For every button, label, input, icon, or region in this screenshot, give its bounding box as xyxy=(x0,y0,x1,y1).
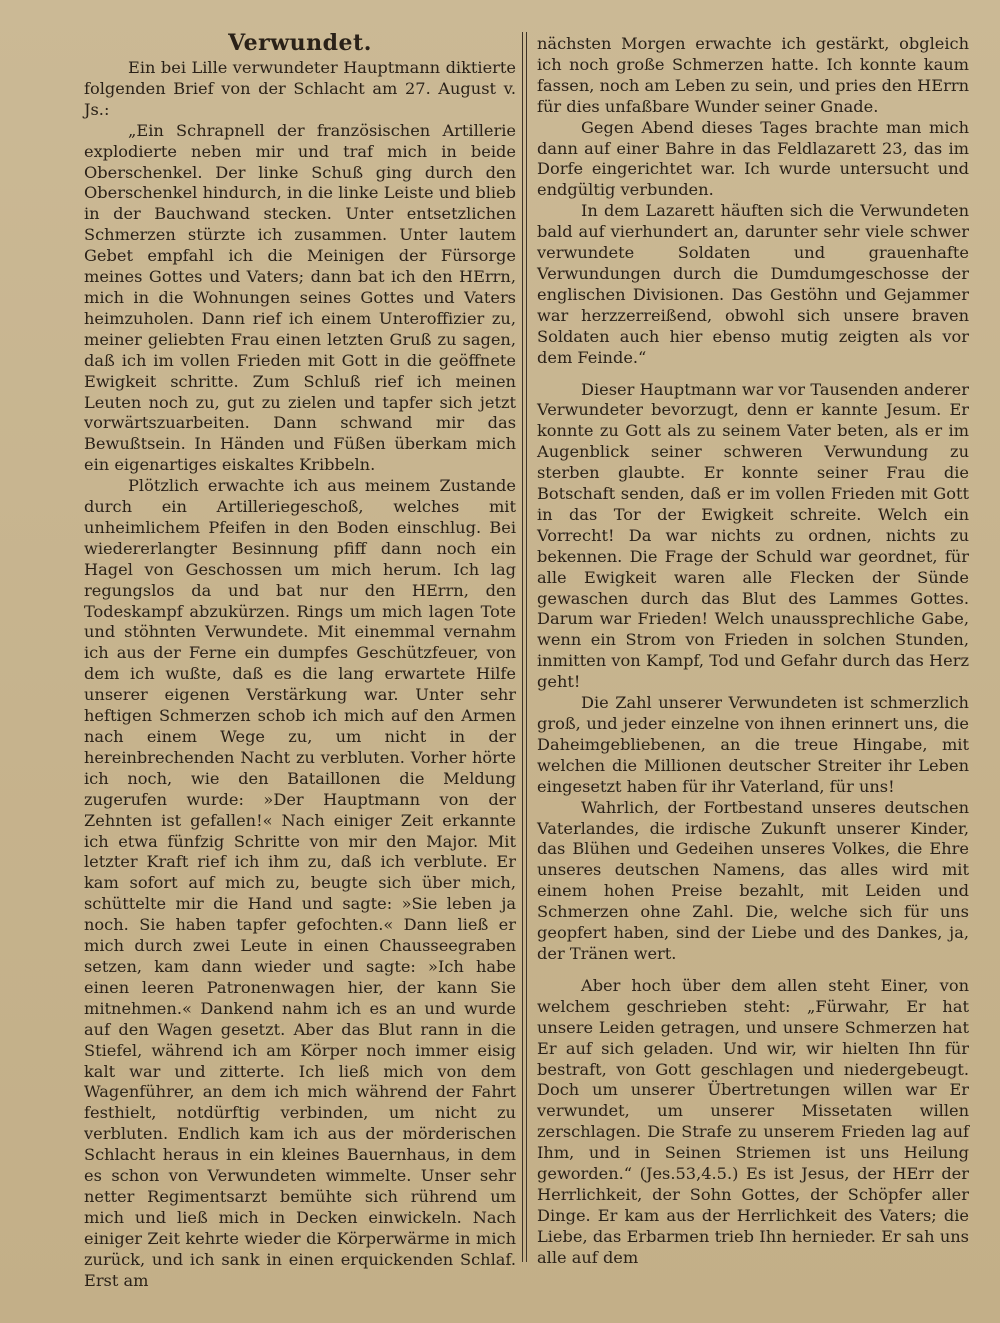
commentary-paragraph-2: Die Zahl unserer Verwundeten ist schmerzlich groß, und jeder einzelne von ihnen erinnert uns, die Daheimgebliebenen, an die treue Hingabe, mit welchen die Millionen deutscher Streiter ihr Leben eingesetzt haben für ihr Vaterland, für uns! xyxy=(537,693,969,796)
letter-paragraph-2: Plötzlich erwachte ich aus meinem Zustande durch ein Artilleriegeschoß, welches mit unheimlichem Pfeifen in den Boden einschlug. Bei wiedererlangter Besinnung pfiff dann noch ein Hagel von Geschossen um mich herum. Ich lag regungslos da und bat nur den HErrn, den Todeskampf abzukürzen. Rings um mich lagen Tote und stöhnten Verwundete. Mit einemmal vernahm ich aus der Ferne ein dumpfes Geschützfeuer, von dem ich wußte, daß es die lang erwartete Hilfe unserer eigenen Verstärkung war. Unter sehr heftigen Schmerzen schob ich mich auf den Armen nach einem Wege zu, um nicht in der hereinbrechenden Nacht zu verbluten. Vorher hörte ich noch, wie den Bataillonen die Meldung zugerufen wurde: »Der Hauptmann von der Zehnten ist gefallen!« Nach einiger Zeit erkannte ich etwa fünfzig Schritte von mir den Major. Mit letzter Kraft rief ich ihm zu, daß ich verblute. Er kam sofort auf mich zu, beugte sich über mich, schüttelte mir die Hand und sagte: »Sie leben ja noch. Sie haben tapfer gefochten.« Dann ließ er mich durch zwei Leute in einen Chausseegraben setzen, kam dann wieder und sagte: »Ich habe einen leeren Patronenwagen hier, der kann Sie mitnehmen.« Dankend nahm ich es an und wurde auf den Wagen gesetzt. Aber das Blut rann in die Stiefel, während ich am Körper noch immer eisig kalt war und zitterte. Ich ließ mich von dem Wagenführer, an dem ich mich während der Fahrt festhielt, notdürftig verbinden, um nicht zu verbluten. Endlich kam ich aus der mörderischen Schlacht heraus in ein kleines Bauernhaus, in dem es schon von Verwundeten wimmelte. Unser sehr netter Regimentsarzt bemühte sich rührend um mich und ließ mich in Decken einwickeln. Nach einiger Zeit kehrte wieder die Körperwärme in mich zurück, und ich sank in einen erquickenden Schlaf. Erst am xyxy=(84,476,516,1290)
letter-paragraph-5: In dem Lazarett häuften sich die Verwundeten bald auf vierhundert an, darunter sehr viele schwer verwundete Soldaten und grauenhafte Verwundungen durch die Dumdumgeschosse der englischen Divisionen. Das Gestöhn und Gejammer war herzzerreißend, obwohl sich unsere braven Soldaten auch hier ebenso mutig zeigten als vor dem Feinde.“ xyxy=(537,201,969,367)
paragraph-gap xyxy=(537,369,969,380)
paragraph-gap xyxy=(537,965,969,976)
column-divider-line xyxy=(522,32,523,1262)
intro-paragraph: Ein bei Lille verwundeter Hauptmann diktierte folgenden Brief von der Schlacht am 27. August v. Js.: xyxy=(84,58,516,119)
commentary-paragraph-3: Wahrlich, der Fortbestand unseres deutschen Vaterlandes, die irdische Zukunft unserer Kinder, das Blühen und Gedeihen unseres Volkes, die Ehre unseres deutschen Namens, das alles wird mit einem hohen Preise bezahlt, mit Leiden und Schmerzen ohne Zahl. Die, welche sich für uns geopfert haben, sind der Liebe und des Dankes, ja, der Tränen wert. xyxy=(537,797,969,963)
letter-paragraph-4: Gegen Abend dieses Tages brachte man mich dann auf einer Bahre in das Feldlazarett 23, das im Dorfe eingerichtet war. Ich wurde untersucht und endgültig verbunden. xyxy=(537,117,969,200)
article-title: Verwundet. xyxy=(228,30,372,56)
left-column xyxy=(84,30,516,1291)
letter-paragraph-3: nächsten Morgen erwachte ich gestärkt, obgleich ich noch große Schmerzen hatte. Ich konnte kaum fassen, noch am Leben zu sein, und pries den HErrn für dies unfaßbare Wunder seiner Gnade. xyxy=(537,34,969,116)
commentary-paragraph-4: Aber hoch über dem allen steht Einer, von welchem geschrieben steht: „Fürwahr, Er hat unsere Leiden getragen, und unsere Schmerzen hat Er auf sich geladen. Und wir, wir hielten Ihn für bestraft, von Gott geschlagen und niedergebeugt. Doch um unserer Übertretungen willen war Er verwundet, um unserer Missetaten willen zerschlagen. Die Strafe zu unserem Frieden lag auf Ihm, und in Seinen Striemen ist uns Heilung geworden.“ (Jes.53,4.5.) Es ist Jesus, der HErr der Herrlichkeit, der Sohn Gottes, der Schöpfer aller Dinge. Er kam aus der Herrlichkeit des Vaters; die Liebe, das Erbarmen trieb Ihn hernieder. Er sah uns alle auf dem xyxy=(537,975,969,1267)
right-column xyxy=(537,34,969,1269)
commentary-paragraph-1: Dieser Hauptmann war vor Tausenden anderer Verwundeter bevorzugt, denn er kannte Jesum. Er konnte zu Gott als zu seinem Vater beten, als er im Augenblick seiner schweren Verwundung zu sterben glaubte. Er konnte seiner Frau die Botschaft senden, daß er im vollen Frieden mit Gott in das Tor der Ewigkeit schreite. Welch ein Vorrecht! Da war nichts zu ordnen, nichts zu bekennen. Die Frage der Schuld war geordnet, für alle Ewigkeit waren alle Flecken der Sünde gewaschen durch das Blut des Lammes Gottes. Darum war Frieden! Welch unaussprechliche Gabe, wenn ein Strom von Frieden in solchen Stunden, inmitten von Kampf, Tod und Gefahr durch das Herz geht! xyxy=(537,379,969,692)
column-divider-line xyxy=(526,32,527,1262)
letter-paragraph-1: „Ein Schrapnell der französischen Artillerie explodierte neben mir und traf mich in beide Oberschenkel. Der linke Schuß ging durch den Oberschenkel hindurch, in die linke Leiste und blieb in der Bauchwand stecken. Unter entsetzlichen Schmerzen stürzte ich zusammen. Unter lautem Gebet empfahl ich die Meinigen der Fürsorge meines Gottes und Vaters; dann bat ich den HErrn, mich in die Wohnungen seines Gottes und Vaters heimzuholen. Dann rief ich einem Unteroffizier zu, meiner geliebten Frau einen letzten Gruß zu sagen, daß ich im vollen Frieden mit Gott in die geöffnete Ewigkeit schritte. Zum Schluß rief ich meinen Leuten noch zu, gut zu zielen und tapfer sich jetzt vorwärtszuarbeiten. Dann schwand mir das Bewußtsein. In Händen und Füßen überkam mich ein eigenartiges eiskaltes Kribbeln. xyxy=(84,120,516,475)
